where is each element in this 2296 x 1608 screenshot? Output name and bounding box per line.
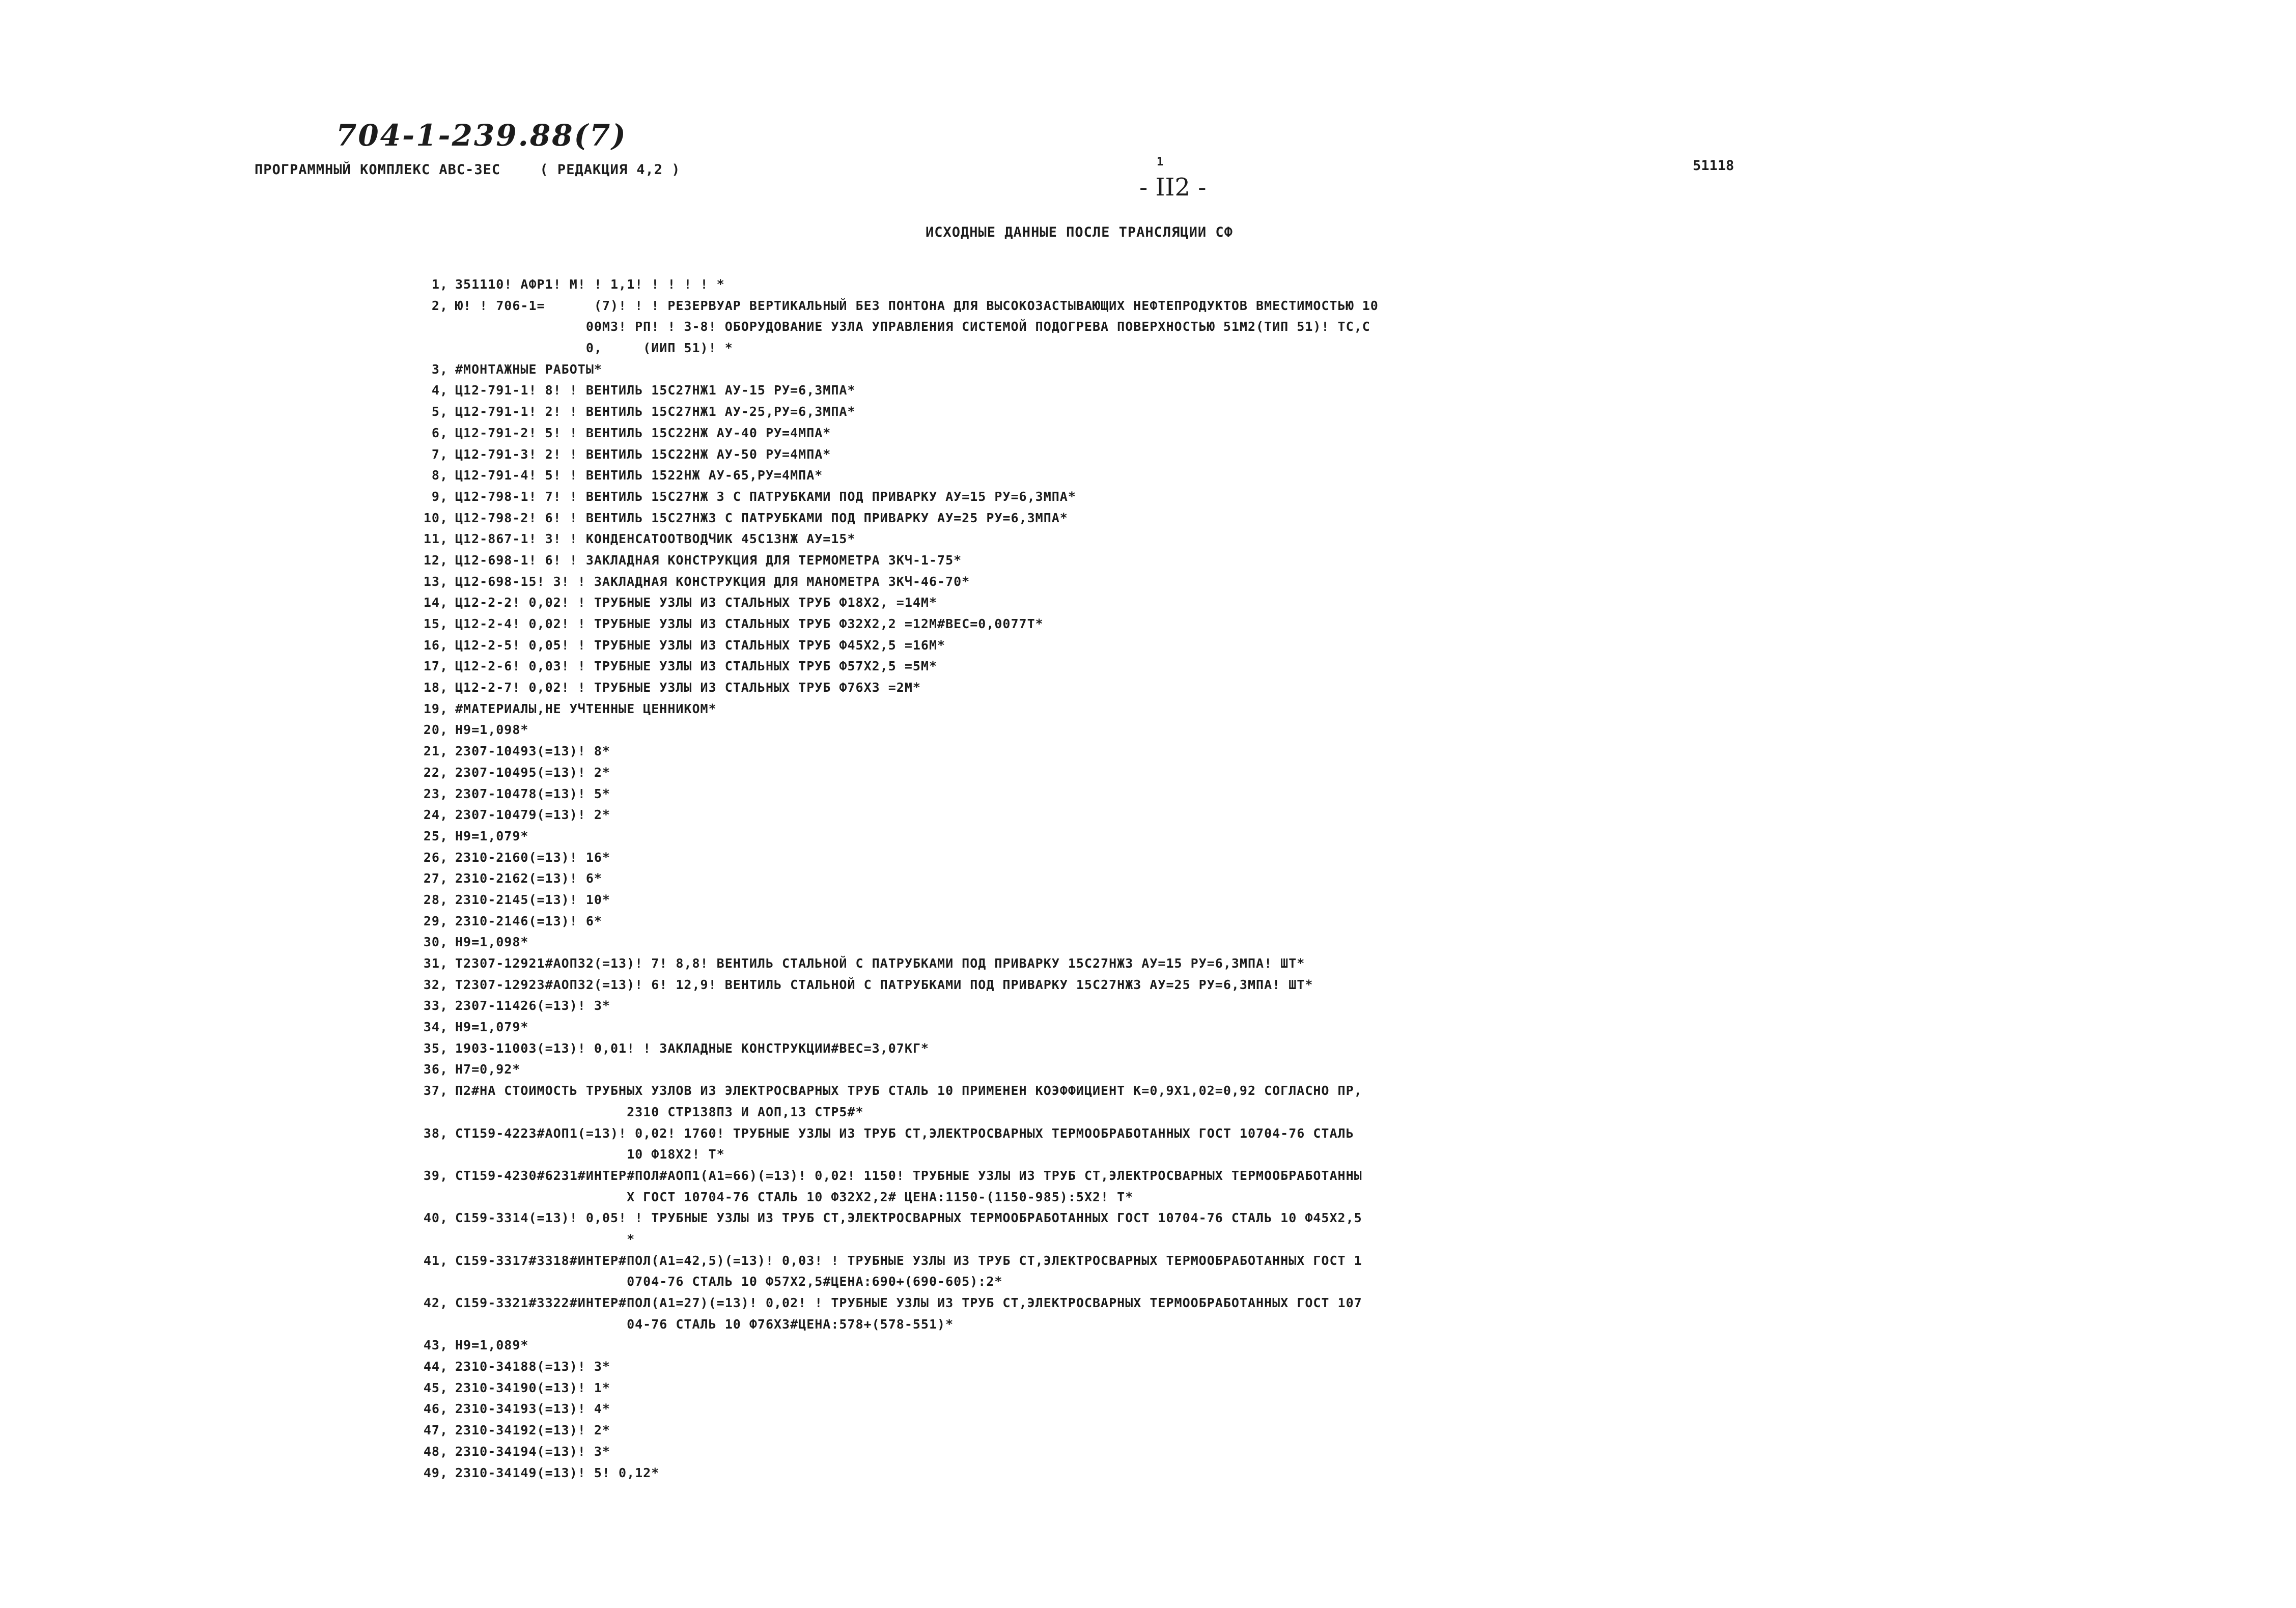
program-edition: ( РЕДАКЦИЯ 4,2 ) [540,162,681,178]
line-text: #МОНТАЖНЫЕ РАБОТЫ* [455,361,602,377]
line-number: 39, [423,1168,448,1183]
listing-line [417,719,2097,741]
line-text: Ц12-698-15! 3! ! ЗАКЛАДНАЯ КОНСТРУКЦИЯ ДЛЯ МАНОМЕТРА ЗКЧ-46-70* [455,574,970,589]
line-text: 351110! АФР1! М! ! 1,1! ! ! ! ! * [455,277,725,292]
line-number: 12, [423,552,448,568]
line-text: 10 Ф18Х2! Т* [455,1147,725,1162]
listing-line [417,422,2097,444]
line-number: 8, [431,468,448,483]
line-text: Ц12-698-1! 6! ! ЗАКЛАДНАЯ КОНСТРУКЦИЯ ДЛЯ ТЕРМОМЕТРА ЗКЧ-1-75* [455,552,962,568]
line-text: 2310-34193(=13)! 4* [455,1401,610,1417]
line-number: 35, [423,1040,448,1056]
line-text: * [455,1231,635,1247]
line-number: 16, [423,637,448,653]
line-text: Ц12-798-1! 7! ! ВЕНТИЛЬ 15С27НЖ 3 С ПАТРУБКАМИ ПОД ПРИВАРКУ АУ=15 РУ=6,3МПА* [455,489,1076,504]
listing-line [417,550,2097,571]
line-number: 9, [431,489,448,504]
handwritten-code: 704-1-239.88(7) [336,118,627,153]
listing-line [417,1187,2097,1208]
line-text: Т2307-12921#АОП32(=13)! 7! 8,8! ВЕНТИЛЬ СТАЛЬНОЙ С ПАТРУБКАМИ ПОД ПРИВАРКУ 15С27НЖ3 АУ=15 РУ=6,3МПА! ШТ* [455,956,1305,971]
line-number: 10, [423,510,448,525]
line-number: 40, [423,1210,448,1226]
line-number: 34, [423,1020,448,1035]
line-text: 2307-10479(=13)! 2* [455,807,610,823]
listing-line [417,932,2097,953]
line-text: Ц12-2-7! 0,02! ! ТРУБНЫЕ УЗЛЫ ИЗ СТАЛЬНЫХ ТРУБ Ф76Х3 =2М* [455,680,921,695]
listing-line [417,359,2097,380]
section-title: ИСХОДНЫЕ ДАННЫЕ ПОСЛЕ ТРАНСЛЯЦИИ СФ [926,224,1233,240]
line-text: Н9=1,079* [455,1020,529,1035]
line-number: 31, [423,956,448,971]
listing-line [417,974,2097,996]
listing-line [417,1398,2097,1420]
line-text: Х ГОСТ 10704-76 СТАЛЬ 10 Ф32Х2,2# ЦЕНА:1150-(1150-985):5Х2! Т* [455,1189,1134,1204]
line-number: 49, [423,1465,448,1480]
line-text: 1903-11003(=13)! 0,01! ! ЗАКЛАДНЫЕ КОНСТРУКЦИИ#ВЕС=3,07КГ* [455,1040,929,1056]
line-text: Ц12-2-4! 0,02! ! ТРУБНЫЕ УЗЛЫ ИЗ СТАЛЬНЫХ ТРУБ Ф32Х2,2 =12М#ВЕС=0,0077Т* [455,616,1044,631]
line-text: Т2307-12923#АОП32(=13)! 6! 12,9! ВЕНТИЛЬ СТАЛЬНОЙ С ПАТРУБКАМИ ПОД ПРИВАРКУ 15С27НЖ3 АУ=25 РУ=6,3МПА! ШТ* [455,977,1313,992]
line-text: Н9=1,098* [455,935,529,950]
line-number: 11, [423,531,448,547]
line-number: 48, [423,1444,448,1459]
listing-line [417,1420,2097,1441]
listing-line [417,889,2097,911]
line-number: 7, [431,446,448,462]
line-text: Ц12-2-6! 0,03! ! ТРУБНЫЕ УЗЛЫ ИЗ СТАЛЬНЫХ ТРУБ Ф57Х2,5 =5М* [455,659,938,674]
line-number: 22, [423,765,448,780]
listing-line [417,762,2097,783]
line-text: 0704-76 СТАЛЬ 10 Ф57Х2,5#ЦЕНА:690+(690-605):2* [455,1274,1003,1289]
line-text: 04-76 СТАЛЬ 10 Ф76Х3#ЦЕНА:578+(578-551)* [455,1316,954,1332]
line-number: 45, [423,1380,448,1395]
listing-line [417,1102,2097,1123]
line-text: Н9=1,089* [455,1338,529,1353]
line-text: 2310-2160(=13)! 16* [455,850,610,865]
listing-line [417,1314,2097,1335]
line-number: 6, [431,425,448,440]
line-number: 3, [431,361,448,377]
line-text: П2#НА СТОИМОСТЬ ТРУБНЫХ УЗЛОВ ИЗ ЭЛЕКТРОСВАРНЫХ ТРУБ СТАЛЬ 10 ПРИМЕНЕН КОЭФФИЦИЕНТ К=0,9Х1,02=0,92 СОГЛАСНО ПР, [455,1083,1362,1098]
listing-line [417,911,2097,932]
listing-line [417,1080,2097,1102]
listing-line [417,1292,2097,1314]
listing-line [417,995,2097,1017]
line-number: 17, [423,659,448,674]
listing-line [417,656,2097,677]
line-text: Ц12-2-2! 0,02! ! ТРУБНЫЕ УЗЛЫ ИЗ СТАЛЬНЫХ ТРУБ Ф18Х2, =14М* [455,595,938,610]
line-text: 2307-10493(=13)! 8* [455,744,610,759]
line-number: 41, [423,1253,448,1268]
listing-line [417,1229,2097,1250]
line-text: #МАТЕРИАЛЫ,НЕ УЧТЕННЫЕ ЦЕННИКОМ* [455,701,717,716]
listing-line [417,1123,2097,1144]
listing-line [417,507,2097,529]
listing-line [417,316,2097,337]
listing-line [417,804,2097,826]
line-text: Ц12-791-2! 5! ! ВЕНТИЛЬ 15С22НЖ АУ-40 РУ=4МПА* [455,425,831,440]
line-number: 5, [431,404,448,419]
data-lines [417,274,2097,1483]
listing-line [417,1059,2097,1080]
listing-line [417,826,2097,847]
line-text: 2310-34188(=13)! 3* [455,1359,610,1374]
line-text: 2310-34192(=13)! 2* [455,1423,610,1438]
listing-line [417,613,2097,635]
line-number: 30, [423,935,448,950]
listing-line [417,465,2097,486]
line-text: 2310-34194(=13)! 3* [455,1444,610,1459]
line-number: 27, [423,871,448,886]
listing-line [417,401,2097,422]
line-number: 21, [423,744,448,759]
listing-line [417,274,2097,295]
listing-line [417,868,2097,889]
listing-line [417,677,2097,698]
line-number: 14, [423,595,448,610]
document-code: 51118 [1693,158,1734,174]
listing-line [417,1441,2097,1462]
line-number: 42, [423,1295,448,1310]
line-text: Ю! ! 706-1= (7)! ! ! РЕЗЕРВУАР ВЕРТИКАЛЬНЫЙ БЕЗ ПОНТОНА ДЛЯ ВЫСОКОЗАСТЫВАЮЩИХ НЕФТЕПРОДУКТОВ ВМЕСТИМОСТЬЮ 10 [455,298,1379,313]
line-number: 25, [423,828,448,843]
line-text: Ц12-867-1! 3! ! КОНДЕНСАТООТВОДЧИК 45С13НЖ АУ=15* [455,531,856,547]
line-number: 46, [423,1401,448,1417]
listing-line [417,1165,2097,1187]
line-number: 20, [423,722,448,738]
line-text: Ц12-791-1! 8! ! ВЕНТИЛЬ 15С27НЖ1 АУ-15 РУ=6,3МПА* [455,383,856,398]
listing-line [417,486,2097,507]
listing-line [417,783,2097,805]
listing-line [417,295,2097,317]
line-text: Ц12-791-4! 5! ! ВЕНТИЛЬ 1522НЖ АУ-65,РУ=4МПА* [455,468,823,483]
listing-line [417,571,2097,593]
line-text: Ц12-2-5! 0,05! ! ТРУБНЫЕ УЗЛЫ ИЗ СТАЛЬНЫХ ТРУБ Ф45Х2,5 =16М* [455,637,946,653]
listing-line [417,380,2097,401]
line-text: 0, (ИИП 51)! * [455,341,733,356]
line-text: 2307-10478(=13)! 5* [455,786,610,801]
line-number: 43, [423,1338,448,1353]
page-number: - II2 - [1139,173,1207,202]
line-text: 2310-2162(=13)! 6* [455,871,602,886]
program-header [255,162,681,178]
line-number: 15, [423,616,448,631]
line-text: Н9=1,098* [455,722,529,738]
listing-line [417,1038,2097,1059]
listing-line [417,1207,2097,1229]
listing-line [417,1377,2097,1399]
listing-line [417,1271,2097,1292]
listing-line [417,1462,2097,1484]
listing-line [417,1144,2097,1165]
listing-line [417,337,2097,359]
line-number: 26, [423,850,448,865]
listing-line [417,741,2097,762]
line-text: С159-3314(=13)! 0,05! ! ТРУБНЫЕ УЗЛЫ ИЗ ТРУБ СТ,ЭЛЕКТРОСВАРНЫХ ТЕРМООБРАБОТАННЫХ ГОСТ 10704-76 СТАЛЬ 10 Ф45Х2,5 [455,1210,1362,1226]
page-top-mark: 1 [1157,156,1164,168]
line-text: Н9=1,079* [455,828,529,843]
line-number: 13, [423,574,448,589]
line-text: 2310-2146(=13)! 6* [455,913,602,928]
line-text: 2310-2145(=13)! 10* [455,892,610,907]
line-number: 33, [423,998,448,1013]
line-text: С159-3317#3318#ИНТЕР#ПОЛ(А1=42,5)(=13)! 0,03! ! ТРУБНЫЕ УЗЛЫ ИЗ ТРУБ СТ,ЭЛЕКТРОСВАРНЫХ ТЕРМООБРАБОТАННЫХ ГОСТ 1 [455,1253,1362,1268]
line-number: 23, [423,786,448,801]
listing-line [417,953,2097,974]
listing-line [417,1250,2097,1272]
line-number: 18, [423,680,448,695]
listing-line [417,1356,2097,1377]
line-text: 2310 СТР138П3 И АОП,13 СТР5#* [455,1104,864,1119]
line-number: 38, [423,1125,448,1141]
listing-line [417,1017,2097,1038]
listing-line [417,1335,2097,1356]
line-text: Н7=0,92* [455,1062,521,1077]
line-text: 2310-34149(=13)! 5! 0,12* [455,1465,660,1480]
line-text: 2310-34190(=13)! 1* [455,1380,610,1395]
line-text: СТ159-4223#АОП1(=13)! 0,02! 1760! ТРУБНЫЕ УЗЛЫ ИЗ ТРУБ СТ,ЭЛЕКТРОСВАРНЫХ ТЕРМООБРАБОТАННЫХ ГОСТ 10704-76 СТАЛЬ [455,1125,1354,1141]
line-number: 24, [423,807,448,823]
line-number: 47, [423,1423,448,1438]
line-number: 36, [423,1062,448,1077]
line-text: С159-3321#3322#ИНТЕР#ПОЛ(А1=27)(=13)! 0,02! ! ТРУБНЫЕ УЗЛЫ ИЗ ТРУБ СТ,ЭЛЕКТРОСВАРНЫХ ТЕРМООБРАБОТАННЫХ ГОСТ 107 [455,1295,1362,1310]
program-name: ПРОГРАММНЫЙ КОМПЛЕКС АВС-3ЕС [255,162,501,178]
line-number: 2, [431,298,448,313]
line-number: 32, [423,977,448,992]
listing-line [417,635,2097,656]
listing-line [417,592,2097,613]
line-number: 37, [423,1083,448,1098]
listing-line [417,444,2097,465]
line-text: Ц12-791-3! 2! ! ВЕНТИЛЬ 15С22НЖ АУ-50 РУ=4МПА* [455,446,831,462]
line-text: 2307-10495(=13)! 2* [455,765,610,780]
line-text: 2307-11426(=13)! 3* [455,998,610,1013]
line-number: 4, [431,383,448,398]
line-text: СТ159-4230#6231#ИНТЕР#ПОЛ#АОП1(А1=66)(=13)! 0,02! 1150! ТРУБНЫЕ УЗЛЫ ИЗ ТРУБ СТ,ЭЛЕКТРОСВАРНЫХ ТЕРМООБРАБОТАННЫ [455,1168,1362,1183]
line-number: 19, [423,701,448,716]
line-text: Ц12-798-2! 6! ! ВЕНТИЛЬ 15С27НЖ3 С ПАТРУБКАМИ ПОД ПРИВАРКУ АУ=25 РУ=6,3МПА* [455,510,1068,525]
listing-line [417,698,2097,720]
line-text: Ц12-791-1! 2! ! ВЕНТИЛЬ 15С27НЖ1 АУ-25,РУ=6,3МПА* [455,404,856,419]
listing-line [417,847,2097,868]
line-number: 29, [423,913,448,928]
line-number: 1, [431,277,448,292]
line-number: 44, [423,1359,448,1374]
listing-line [417,528,2097,550]
line-number: 28, [423,892,448,907]
line-text: 00М3! РП! ! 3-8! ОБОРУДОВАНИЕ УЗЛА УПРАВЛЕНИЯ СИСТЕМОЙ ПОДОГРЕВА ПОВЕРХНОСТЬЮ 51М2(ТИП 51)! ТС,С [455,319,1370,334]
